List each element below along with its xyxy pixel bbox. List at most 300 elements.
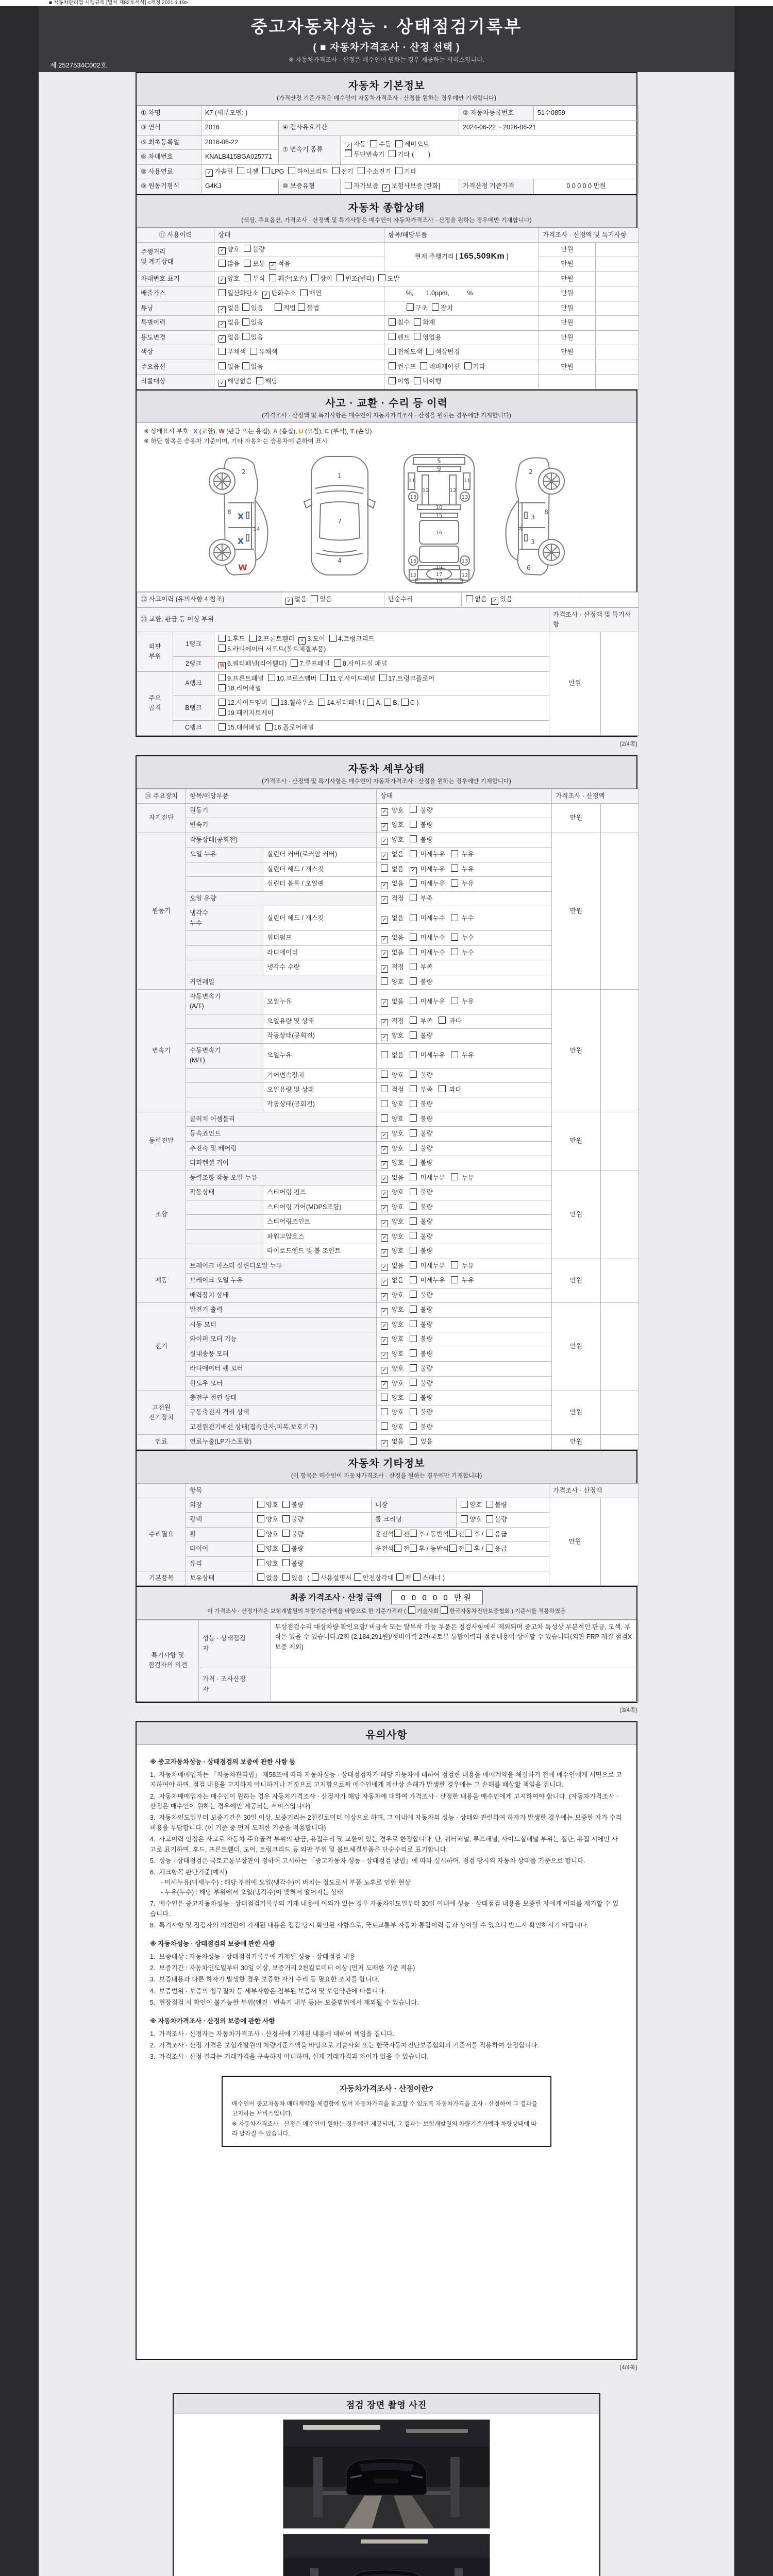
checkbox-icon [451,997,458,1004]
checkbox-icon [451,1276,458,1283]
checkbox-checked-icon: ✓ [381,1279,388,1286]
checkbox-icon [451,879,458,887]
checkbox-icon [410,850,417,857]
notice-item: 2. 가격조사 · 산정 가격은 보험개발원의 차량기준가액을 바탕으로 기술사회 또는 한국자동차진단보증협회의 기준서를 적용하여 산정합니다. [150,2042,539,2049]
final-price-section [136,1586,637,1703]
checkbox-icon [242,333,249,340]
row-sublabel: 기어변속장치 [263,1068,377,1082]
status-cell: ✓ 적정 부족 [377,891,552,906]
valuation-box-title: 자동차가격조사 · 산정이란? [340,2084,433,2093]
row-sublabel: 실린더 헤드 / 개스킷 [263,906,377,931]
price-cell: 만원 [539,272,596,286]
row-label [186,960,263,975]
final-price-value: 0 0 0 0 0 만원 [391,1590,483,1604]
checkbox-checked-icon: ✓ [381,1308,388,1315]
notices-section [136,1721,637,2360]
row-label: 윈도우 모터 [186,1376,377,1391]
checkbox-checked-icon: ✓ [381,1220,388,1227]
row-label: 리콜대상 [137,375,214,389]
row-label: 내장 [372,1498,457,1513]
checkbox-checked-icon: ✓ [491,598,498,605]
note-cell [596,330,639,345]
page-marker-2: (2/4쪽) [619,741,637,748]
checkbox-icon [219,348,226,355]
basic-info-title: 자동차 기본정보 [348,80,425,92]
row-label: ④ 검사유효기간 [279,121,459,135]
basic-info-band [137,73,636,106]
row-label: 튜닝 [137,301,214,316]
note-cell [596,345,639,360]
status-cell: 양호 불량 [253,1527,372,1541]
checkbox-icon [275,303,282,311]
group-label: 연료 [137,1435,186,1450]
notices-body [137,1745,636,2159]
overall-state-band [137,195,636,228]
panel-number-label: 13 [461,558,468,564]
checkbox-icon [410,806,417,813]
checkbox-icon [219,289,226,296]
car-underbody-diagram [398,451,480,586]
notice-item: 7. 매수인은 중고자동차성능 · 상태점검기록부의 기재 내용에 이의가 있는 경우 자동차인도일부터 30일 이내에 성능 · 상태점검 내용을 보증한 자에게 이의를 제기할 수 있습니다. [150,1900,619,1918]
row-label: 디퍼렌셜 기어 [186,1156,377,1171]
price-cell: 만원 [552,1435,601,1450]
checkbox-icon [345,150,352,157]
status-cell: 양호 불량 [457,1498,549,1513]
car-side-right-diagram [500,451,577,581]
row-label [186,1082,263,1097]
column-header: 가격조사 · 산정액 [549,1483,639,1498]
row-label: 보유상태 [186,1571,253,1585]
checkbox-icon [242,362,249,369]
checkbox-icon [256,377,263,384]
status-cell: ✓ 양호 불량 [377,1185,552,1200]
column-header: ⑬ 교환, 판금 등 이상 부위 [137,607,549,632]
status-cell: 자가보증 ✓ 보험사보증 [한화] [341,179,459,194]
status-cell: ✓ 해당없음 해당 [214,375,384,389]
legend-text: (손상) [354,427,372,435]
panel-number-label: 2 [528,468,533,476]
price-cell: 만원 [552,1112,601,1171]
status-legend [137,423,636,448]
panel-number-label: 8 [227,509,231,516]
panel-number-label: 16 [435,530,442,536]
checkbox-checked-icon: ✓ [381,896,388,904]
checkbox-icon [410,1320,417,1327]
status-cell: 전체도색 색상변경 [384,345,539,360]
accident-history-section [136,389,637,737]
table-cell: 2024-06-22 ~ 2026-06-21 [459,121,639,135]
checkbox-icon [410,1159,417,1166]
status-cell: ✓ 없음 미세누유 누유 [377,1171,552,1185]
group-label: 원동기 [137,833,186,989]
row-label: 용도변경 [137,330,214,345]
checkbox-icon [441,1606,448,1614]
panel-number-label: 13 [410,558,416,564]
checkbox-icon [410,1306,417,1313]
status-cell: ✓ 가솔린 디젤 LPG 하이브리드 전기 수소전기 기타 [201,164,639,179]
panel-number-label: 5 [436,457,441,465]
checkbox-icon [265,723,273,731]
status-cell: ✓ 자동 수동 세미오토 무단변속기 기타 ( ) [341,135,639,164]
page-marker-3: (3/4쪽) [619,1707,637,1714]
car-diagram [137,448,636,592]
checkbox-icon [219,260,226,267]
status-cell: ✓ 없음 있음 [214,316,384,331]
panel-number-label: 18 [435,579,442,584]
note-cell [601,1112,639,1171]
row-label: 가격 · 조사산정 자 [199,1668,271,1701]
checkbox-icon [389,150,396,157]
panel-number-label: 3 [530,514,535,521]
checkbox-icon [439,1085,446,1092]
checkbox-icon [408,1606,415,1614]
checkbox-icon [410,1422,417,1430]
status-cell: %, 1.0ppm, % [384,286,539,301]
status-cell: 양호 불량 [377,1112,552,1126]
status-cell: ✓ 양호 불량 [377,1029,552,1044]
checkbox-icon [451,948,458,955]
final-price-label: 최종 가격조사 · 산정 금액 [290,1594,382,1603]
row-label: 외장 [186,1498,253,1513]
row-label: 주요옵션 [137,360,214,374]
row-label: ⑦ 변속기 종류 [279,135,341,164]
status-cell: 없음 있음 ( 사용설명서 안전삼각대 잭 스패너 ) [253,1571,549,1585]
rank-label: 1랭크 [173,632,214,657]
checkbox-icon [451,1261,458,1268]
column-header: 가격조사 · 산정액 [552,789,639,803]
row-label: 고전원전기배선 상태(접속단자,피복,보호기구) [186,1420,377,1434]
checkbox-icon [410,914,417,921]
notice-item: 1. 보증대상 : 자동차성능 · 상태점검기록부에 기재된 성능 · 상태점검 내용 [150,1953,356,1960]
checkbox-icon [381,1422,388,1430]
checkbox-checked-icon: ✓ [381,838,388,845]
checkbox-icon [219,684,226,691]
checkbox-icon [420,362,427,369]
checkbox-checked-icon: ✓ [381,1234,388,1242]
note-cell [596,286,639,301]
notice-item: 5. 성능 · 상태점검은 국토교통부장관이 정하여 고시하는 「중고자동차 성능 · 상태점검 방법」에 따라 실시하며, 점검 당시의 자동차 상태를 기준으로 합니다. [150,1857,585,1865]
checkbox-icon [432,303,439,311]
checkbox-icon [257,1573,264,1581]
checkbox-icon [268,674,275,681]
panel-number-label: 9 [436,465,441,472]
row-label: 오일 누유 [186,848,263,862]
overall-state-subtitle: (색상, 주요옵션, 가격조사 · 산정액 및 특기사항은 매수인이 자동차가격조사 · 산정을 원하는 경우에만 기재합니다) [241,217,532,224]
row-label: 동력조향 작동 오일 누유 [186,1171,377,1185]
checkbox-icon [311,274,318,281]
price-cell: 만원 [549,1498,601,1586]
checkbox-checked-icon: ✓ [381,1034,388,1041]
checkbox-icon [257,1545,264,1552]
row-label [186,1215,263,1230]
panel-number-label: 4 [518,526,523,533]
detail-state-section [136,755,637,1451]
checkbox-icon [291,659,298,667]
price-cell: 만원 [539,257,596,272]
x-mark-checkbox-icon: ✕ [298,637,306,645]
row-label: 성능 · 상태점검 자 [199,1620,271,1668]
checkbox-checked-icon: ✓ [381,882,388,889]
panel-number-label: 7 [337,518,342,525]
damage-mark-x-icon: X [237,536,244,546]
row-label: 라디에이터 팬 모터 [186,1362,377,1377]
basic-info-section [136,72,637,195]
checkbox-checked-icon: ✓ [285,598,293,605]
price-cell: 만원 [552,1303,601,1391]
checkbox-icon [329,635,337,642]
photos-band [174,2394,599,2414]
checkbox-icon [358,167,365,174]
legend-note: ※ 하단 항목은 승용차 기준이며, 기타 자동차는 승용차에 준하여 표시 [144,437,328,445]
checkbox-icon [282,1573,290,1581]
row-label: ⑧ 사용연료 [137,164,201,179]
column-header [137,1483,186,1498]
note-cell [601,1435,639,1450]
valuation-box-line: ※ 자동차가격조사 · 산정은 매수인이 원하는 경우에만 제공되며, 그 결과는 보험개발원의 차량기준가액과 차량상태에 따라 달라질 수 있습니다. [232,2121,537,2138]
row-label: 충전구 절연 상태 [186,1391,377,1405]
row-sublabel: 타이로드엔드 및 볼 조인트 [263,1244,377,1259]
checkbox-icon [486,1501,493,1508]
checkbox-icon [389,333,396,340]
notices-band [137,1722,636,1745]
checkbox-icon [410,835,417,842]
row-label [186,1244,263,1259]
checkbox-icon [410,997,417,1004]
status-cell: ✓ 양호 불량 [377,1347,552,1362]
status-cell: 9.프론트패널 10.크로스멤버 11.인사이드패널 17.트렁크플로어 18.리어패널 [214,671,549,696]
checkbox-icon [461,1501,468,1508]
checkbox-icon [410,1335,417,1342]
table-cell: KNALB415BGA025771 [201,150,279,164]
appraiser-opinion-text [271,1668,639,1701]
checkbox-icon [288,167,295,174]
status-cell: 15.대쉬패널 16.플로어패널 [214,721,549,735]
note-cell [601,1259,639,1303]
column-header: 상태 [377,789,552,803]
legend-symbols [144,427,629,436]
etc-band [137,1451,636,1483]
status-cell: ✓ 양호 불량 [377,1127,552,1142]
checkbox-icon [410,1188,417,1195]
panel-number-label: 1 [337,472,342,480]
checkbox-icon [410,1232,417,1239]
checkbox-icon [249,635,257,642]
group-label: 수리필요 [137,1498,186,1571]
document-title: 중고자동차성능 · 상태점검기록부 [250,17,523,36]
status-cell: 많음 보통 ✓ 적음 [214,257,384,272]
notice-item: 2. 보증기간 : 자동차인도일부터 30일 이상, 보증거리 2천킬로미터 이상 (먼저 도래한 기준 적용) [150,1964,415,1972]
price-cell: 만원 [549,632,601,735]
legend-text: (부식), [329,427,350,435]
row-sublabel: 작동상태(공회전) [263,1097,377,1112]
panel-number-label: 3 [530,538,535,546]
checkbox-icon [257,1559,264,1566]
status-cell: 썬루프 네비게이션 기타 [384,360,539,374]
status-cell: ✓ 양호 불량 [377,1303,552,1318]
price-cell: 만원 [552,833,601,989]
checkbox-checked-icon: ✓ [219,321,226,328]
panel-number-label: 14 [253,527,260,532]
note-cell [601,990,639,1112]
status-cell: ✓ 양호 불량 [377,1200,552,1215]
row-label: 와이퍼 모터 기능 [186,1332,377,1347]
price-cell: 만원 [552,1259,601,1303]
status-cell: ✓ 양호 불량 [377,1376,552,1391]
accident-title: 사고 · 교환 · 수리 등 이력 [325,397,448,409]
checkbox-icon [312,1573,319,1581]
panel-number-label: 13 [410,495,416,500]
checkbox-icon [410,948,417,955]
row-label: 발전기 출력 [186,1303,377,1318]
panel-number-label: 2 [241,468,246,476]
checkbox-icon [410,1291,417,1298]
panel-number-label: 11 [408,478,415,484]
row-label [186,877,263,892]
status-cell: ✓ 양호 불량 [377,1141,552,1156]
checkbox-icon [451,914,458,921]
row-label [186,931,263,946]
notice-item: 6. 체크항목 판단기준(예시) - 미세누유(미세누수) : 해당 부위에 오일(냉각수)이 비치는 정도로서 부품 노후로 인한 현상 - 누유(누수) : 해당 부위에서 오일(냉각수)이 맺혀서 떨어지는 상태 [150,1869,411,1896]
row-label: 단순수리 [384,592,462,607]
status-cell: ✓ 양호 불량 [377,1215,552,1230]
status-cell: 구조 장치 [384,301,539,316]
column-header: 가격조사 · 산정액 및 특기사항 [549,607,639,632]
status-cell: ✓ 없음 미세누유 누유 [377,1274,552,1289]
table-cell: 2016-06-22 [201,135,279,149]
checkbox-icon [269,274,276,281]
checkbox-icon [407,303,414,311]
status-cell: ✓ 없음 있음 [377,1435,552,1450]
price-cell: 만원 [552,1171,601,1259]
checkbox-icon [334,659,341,667]
row-label: 유리 [186,1556,253,1571]
notice-item: 4. 사고이력 인정은 사고로 자동차 주요골격 부위의 판금, 용접수리 및 교환이 있는 경우로 한정합니다. 단, 쿼터패널, 루프패널, 사이드실패널 부위는 절단, 용접 시에만 사고로 표기하며, 후드, 프론트휀더, 도어, 트렁크리드 등 외판 부위 및 볼트체결부품은 단순수리로 표기합니다. [150,1836,618,1853]
group-label: 주요 골격 [137,671,173,735]
checkbox-icon [410,1144,417,1151]
checkbox-icon [410,1530,417,1537]
checkbox-checked-icon: ✓ [381,965,388,973]
row-label: 특별이력 [137,316,214,331]
row-sublabel: 실린더 커버(로커암 커버) [263,848,377,862]
status-cell: ✓ 없음 미세누수 누수 [377,945,552,960]
row-sublabel: 라디에이터 [263,945,377,960]
checkbox-icon [410,1071,417,1078]
checkbox-checked-icon: ✓ [381,808,388,816]
status-cell: ✓ 적정 부족 [377,960,552,975]
status-cell: ✓ 양호 불량 [377,818,552,833]
checkbox-checked-icon: ✓ [381,1264,388,1271]
checkbox-icon [394,1530,401,1537]
status-cell: 무채색 유채색 [214,345,384,360]
checkbox-icon [282,1530,290,1537]
row-label: 가격산정 기준가격 [459,179,534,194]
row-label [186,1229,263,1244]
checkbox-icon [486,1515,493,1522]
row-sublabel: 실린더 헤드 / 개스킷 [263,862,377,877]
group-label: 고전원 전기장치 [137,1391,186,1435]
row-label: 주행거리 및 계기상태 [137,242,214,272]
document-page [39,6,734,2576]
form-reference-line: ■ 자동차관리법 시행규칙 [별지 제82호서식] <개정 2021.1.19> [0,0,773,6]
price-cell: 만원 [539,316,596,331]
row-sublabel: 냉각수 수량 [263,960,377,975]
panel-number-label: 19 [435,565,442,571]
legend-symbol: W [219,427,225,435]
detail-title: 자동차 세부상태 [348,763,425,775]
checkbox-icon [282,1501,290,1508]
checkbox-icon [381,1408,388,1415]
status-cell: ✓ 양호 불량 [377,1288,552,1303]
checkbox-icon [354,1573,361,1581]
checkbox-icon [389,362,396,369]
table-cell: 0 0 0 0 0 만원 [534,179,639,194]
checkbox-checked-icon: ✓ [381,1019,388,1026]
checkbox-checked-icon: ✓ [410,867,417,874]
row-label: 광택 [186,1513,253,1527]
row-label: ⑤ 최초등록일 [137,135,201,149]
rank-label: C랭크 [173,721,214,735]
column-header: ⑭ 주요장치 [137,789,186,803]
status-cell: ✓ 양호 불량 [377,1156,552,1171]
checkbox-icon [414,377,421,384]
panel-number-label: 10 [435,505,442,511]
checkbox-checked-icon: ✓ [381,1132,388,1139]
status-cell: ✓ 없음 있음 [214,330,384,345]
status-cell: 1.후드 2.프론트휀더 ✕ 3.도어 4.트렁크리드 5.라디에이터 서포트(볼트체결부품) [214,632,549,657]
checkbox-checked-icon: ✓ [381,1146,388,1154]
group-label: 동력전달 [137,1112,186,1171]
checkbox-icon [439,1016,446,1024]
row-label [186,1014,263,1029]
group-label: 외판 부위 [137,632,173,671]
note-cell [596,272,639,286]
note-cell [596,242,639,257]
checkbox-icon [321,674,328,681]
accident-row-table [137,592,636,607]
row-label: 휠 [186,1527,253,1541]
note-cell [601,1498,639,1586]
status-cell: 양호 불량 [253,1542,372,1556]
checkbox-icon [381,1071,388,1078]
status-cell: 양호 불량 [377,1097,552,1112]
checkbox-icon [381,1085,388,1092]
row-label: ⑨ 원동기형식 [137,179,201,194]
etc-info-section [136,1450,637,1587]
checkbox-icon [395,167,402,174]
row-label: 배력장치 상태 [186,1288,377,1303]
etc-subtitle: (이 항목은 매수인이 자동차가격조사 · 산정을 원하는 경우에만 기재합니다) [291,1472,482,1479]
table-cell: 51수0859 [534,106,639,121]
checkbox-icon [244,274,251,281]
checkbox-checked-icon: ✓ [381,1249,388,1257]
checkbox-icon [410,1349,417,1357]
table-cell: K7 (세부모델: ) [201,106,459,121]
checkbox-icon [410,1051,417,1058]
row-label: 냉각수 누수 [186,906,263,931]
column-header: 항목/해당부품 [384,228,539,242]
checkbox-icon [410,1276,417,1283]
checkbox-icon [337,274,344,281]
row-label: 등속죠인트 [186,1127,377,1142]
notice-section-title: ※ 자동차가격조사 · 산정의 보증에 관한 사항 [150,2017,275,2025]
status-cell: 양호 불량 [253,1556,549,1571]
checkbox-checked-icon: ✓ [381,936,388,943]
row-label: ① 차명 [137,106,201,121]
status-cell: ✓ 없음 있음 [281,592,384,607]
page-marker-4: (4/4쪽) [619,2364,637,2371]
row-sublabel: 오일누유 [263,1043,377,1068]
legend-text: (판금 또는 용접), [224,427,274,435]
